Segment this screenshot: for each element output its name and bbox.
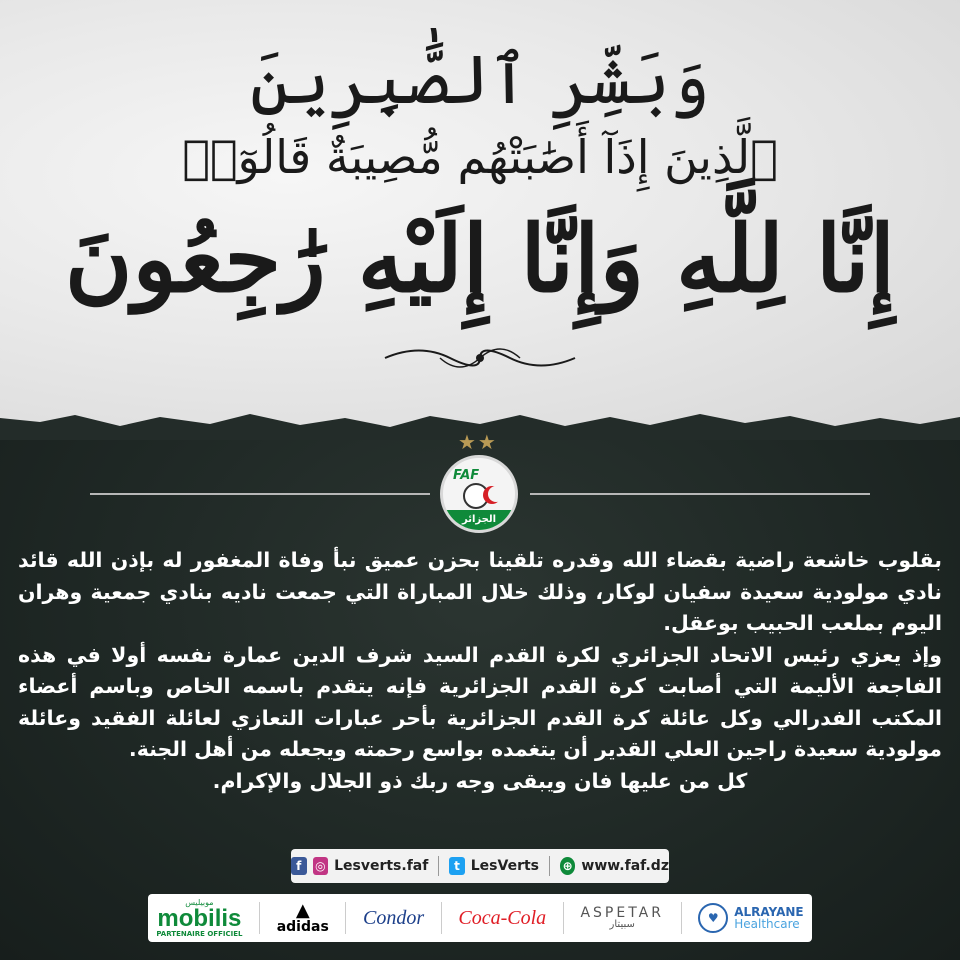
star-icons: ★★ (458, 430, 498, 454)
separator (259, 902, 260, 934)
paragraph-1: بقلوب خاشعة راضية بقضاء الله وقدره تلقينا بحزن عميق نبأ وفاة المغفور له بإذن الله قائد نادي مولودية سعيدة سفيان لوكار، وذلك خلال المباراة التي جمعت ناديه بنادي جمعية وهران اليوم بملعب الحبيب بوعقل. (18, 548, 942, 635)
cocacola-logo: Coca-Cola (458, 907, 547, 929)
sponsor-mobilis[interactable] (156, 899, 242, 938)
faf-logo-text: FAF (453, 468, 480, 483)
separator (345, 902, 346, 934)
adidas-icon: ▲ (295, 900, 310, 921)
alrayane-icon: ♥ (698, 903, 728, 933)
sponsor-cocacola[interactable] (458, 908, 546, 928)
condor-logo: Condor (363, 907, 425, 929)
sponsor-alrayane[interactable] (698, 903, 803, 933)
social-bar (291, 849, 669, 883)
aspetar-arabic: سبيتار (609, 919, 635, 930)
facebook-icon[interactable]: f (291, 857, 307, 875)
sponsor-adidas[interactable] (277, 902, 329, 934)
faf-logo (440, 455, 518, 533)
crescent-icon (483, 486, 501, 504)
separator (681, 902, 682, 934)
adidas-logo: adidas (276, 919, 329, 935)
logo-arabic-text: الجزائر (461, 514, 496, 525)
verse-line-3: إِنَّا لِلَّهِ وَإِنَّا إِلَيْهِ رَٰجِعُونَ (64, 205, 896, 313)
handle-twitter[interactable]: LesVerts (470, 858, 539, 874)
verse-line-1: وَبَشِّرِ ٱلصَّٰبِرِينَ (250, 41, 710, 120)
sponsor-condor[interactable] (363, 908, 424, 928)
condolence-message (18, 545, 942, 797)
closing-verse: كل من عليها فان ويبقى وجه ربك ذو الجلال والإكرام. (212, 768, 748, 793)
sponsor-aspetar[interactable] (580, 906, 664, 930)
instagram-icon[interactable]: ◎ (313, 857, 329, 875)
handle-fb-ig[interactable]: Lesverts.faf (334, 858, 429, 874)
divider-right (530, 493, 870, 495)
paragraph-2: وإذ يعزي رئيس الاتحاد الجزائري لكرة القدم السيد شرف الدين عمارة نفسه أولا في هذه الفاجعة الأليمة التي أصابت كرة القدم الجزائرية فإنه يتقدم باسمه الخاص وباسم أعضاء المكتب الفدرالي وكل عائلة كرة القدم الجزائرية بأحر عبارات التعازي لعائلة الفقيد وعائلة مولودية سعيدة راجين العلي القدير أن يتغمده بواسع رحمته ويجعله من أهل الجنة. (18, 642, 942, 761)
mobilis-logo: mobilis (157, 904, 242, 932)
alrayane-subtitle: Healthcare (734, 917, 800, 931)
separator (441, 902, 442, 934)
website-link[interactable]: www.faf.dz (581, 858, 669, 874)
sponsors-bar (148, 894, 812, 942)
aspetar-logo: ASPETAR (580, 905, 664, 921)
verse-line-2: ٱلَّذِينَ إِذَآ أَصَٰبَتْهُم مُّصِيبَةٌ قَالُوٓا۟ (182, 130, 778, 184)
mobilis-subtitle: PARTENAIRE OFFICIEL (156, 929, 243, 938)
twitter-icon[interactable]: t (449, 857, 465, 875)
separator (438, 856, 439, 876)
alrayane-logo: ALRAYANE (734, 905, 804, 919)
mobilis-arabic: موبيليس (185, 897, 214, 907)
globe-icon[interactable]: ⊕ (560, 857, 576, 875)
separator (549, 856, 550, 876)
divider-left (90, 493, 430, 495)
separator (563, 902, 564, 934)
ornament-flourish (380, 338, 580, 378)
